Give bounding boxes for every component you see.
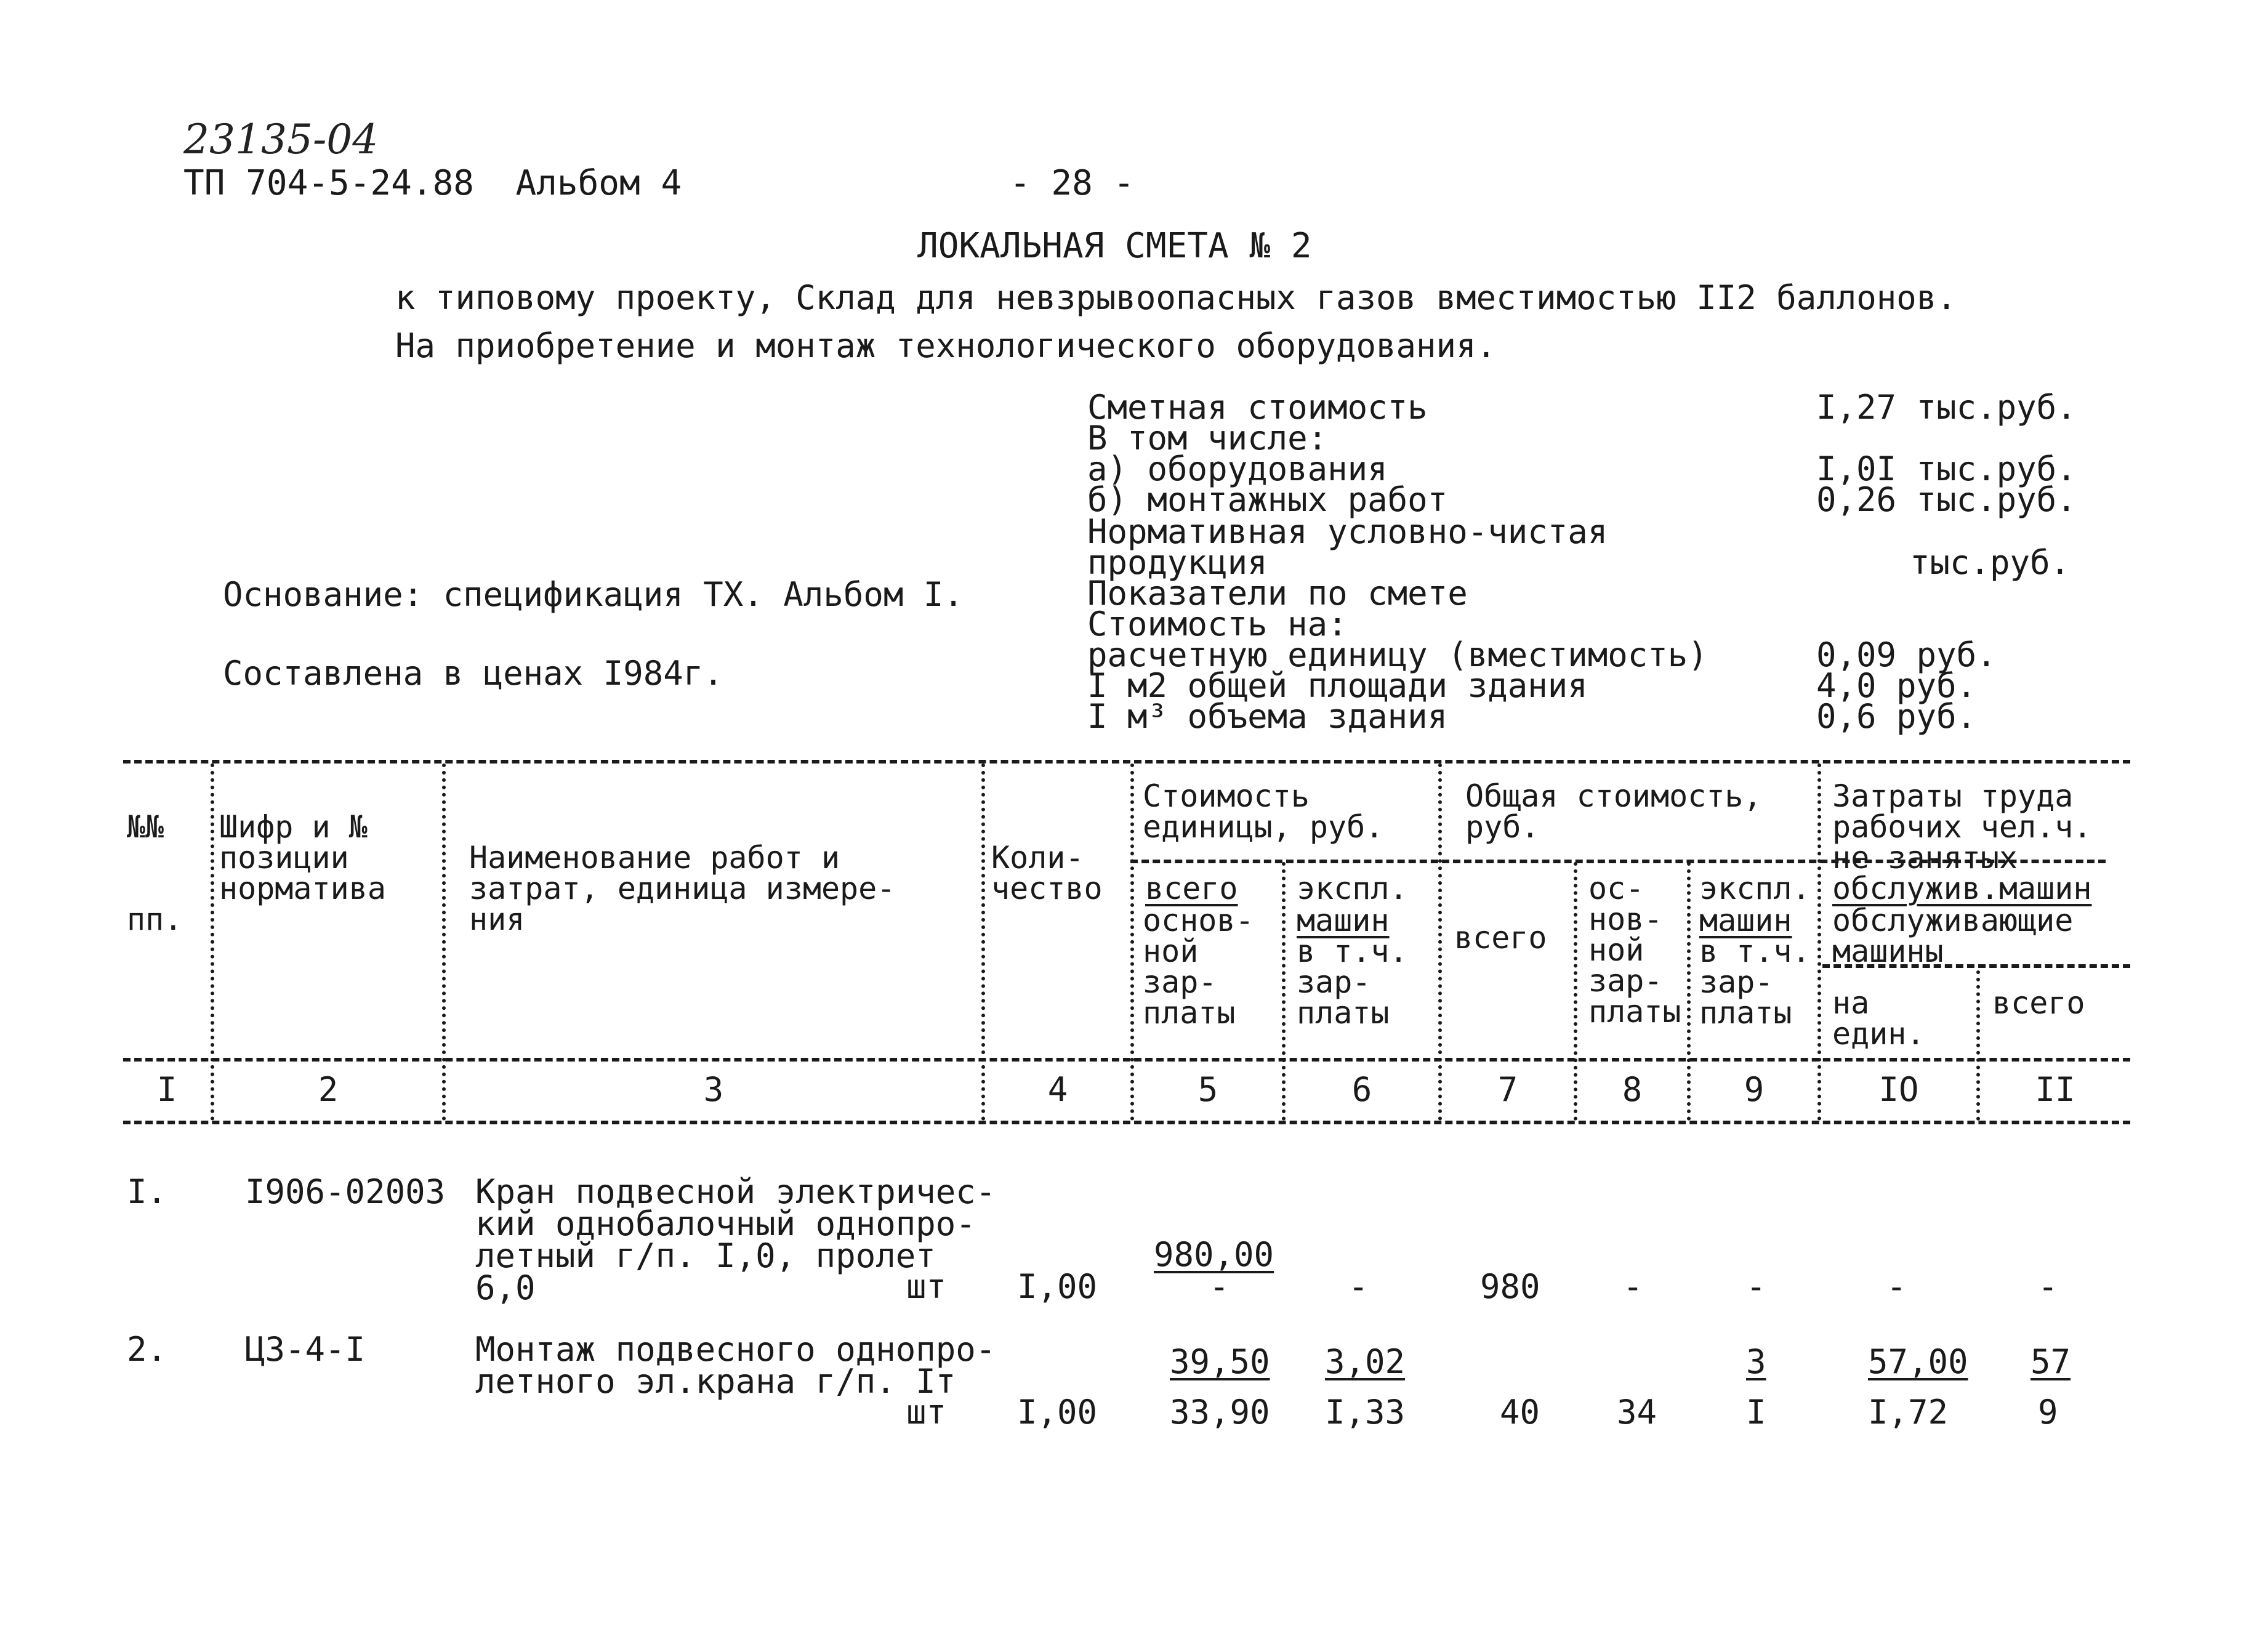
header-col1: №№ пп.	[127, 809, 183, 937]
including-label: В том числе:	[1087, 419, 1328, 457]
row-labor-unit: -	[1886, 1267, 1907, 1306]
row-qty: I,00	[1017, 1267, 1098, 1306]
vsep-6	[1438, 764, 1442, 1121]
row-total-machine-wage: I	[1746, 1393, 1766, 1432]
header-col10: на един.	[1832, 985, 1925, 1052]
row-labor-total-2: 9	[2038, 1393, 2058, 1432]
page-title: ЛОКАЛЬНАЯ СМЕТА № 2	[917, 226, 1312, 266]
row-number: I.	[127, 1172, 167, 1211]
header-col9-mid: машин	[1699, 903, 1792, 938]
per-m2-value: 4,0 руб.	[1816, 666, 1977, 705]
header-col6-rest: в т.ч. зар- платы	[1297, 933, 1408, 1031]
header-col7: всего	[1454, 920, 1547, 956]
installation-label: б) монтажных работ	[1087, 480, 1448, 519]
per-unit-value: 0,09 руб.	[1816, 635, 1997, 674]
header-col6-mid: машин	[1297, 903, 1390, 938]
page-number: - 28 -	[1010, 163, 1135, 203]
row-labor-total: 57	[2031, 1342, 2071, 1381]
row-unit: шт	[906, 1267, 947, 1306]
row-unit-wage: -	[1209, 1267, 1230, 1306]
installation-value: 0,26 тыс.руб.	[1816, 480, 2077, 519]
colnum: 8	[1622, 1070, 1643, 1109]
colnum: I	[156, 1070, 177, 1109]
header-total-cost-group: Общая стоимость, руб.	[1465, 778, 1762, 845]
colnum: IO	[1878, 1070, 1919, 1109]
colnum-bottom-rule	[123, 1121, 2130, 1124]
row-unit-machine-total: 3,02	[1325, 1342, 1406, 1381]
row-number: 2.	[127, 1330, 167, 1369]
vsep-9	[1817, 764, 1821, 1121]
row-unit-machine: -	[1348, 1267, 1369, 1306]
colnum: 9	[1744, 1070, 1765, 1109]
table-top-rule	[123, 760, 2130, 764]
row-qty: I,00	[1017, 1393, 1098, 1432]
row-total-machine: -	[1746, 1267, 1766, 1306]
estimate-cost-value: I,27 тыс.руб.	[1816, 388, 2077, 427]
header-labor-group: Затраты труда рабочих чел.ч. не занятых	[1832, 778, 2092, 876]
row-unit-machine-wage: I,33	[1325, 1393, 1406, 1432]
colnum: 7	[1497, 1070, 1518, 1109]
per-m3-value: 0,6 руб.	[1816, 697, 1977, 736]
prices-text: Составлена в ценах I984г.	[223, 654, 723, 693]
normative-label-2: продукция	[1087, 543, 1268, 582]
header-col2: Шифр и № позиции норматива	[219, 809, 386, 906]
row-name: Кран подвесной электричес- кий однобалочный однопро- летный г/п. I,0, пролет 6,0	[475, 1172, 996, 1307]
header-col5-top: всего	[1145, 871, 1238, 906]
header-bottom-rule	[123, 1058, 2130, 1062]
row-unit: шт	[906, 1393, 947, 1432]
normative-label-1: Нормативная условно-чистая	[1087, 512, 1608, 551]
row-labor-unit: 57,00	[1868, 1342, 1968, 1381]
row-code: ЦЗ-4-I	[245, 1330, 366, 1369]
header-col4: Коли- чество	[991, 840, 1103, 906]
vsep-4	[1130, 764, 1134, 1121]
colnum: 2	[318, 1070, 339, 1109]
per-unit-label: расчетную единицу (вместимость)	[1087, 635, 1708, 674]
header-labor-sub1: обслужив.машин	[1832, 871, 2092, 906]
header-labor-sub2: обслуживающие машины	[1832, 903, 2074, 969]
vsep-3	[981, 764, 985, 1121]
estimate-cost-label: Сметная стоимость	[1087, 388, 1428, 427]
equipment-value: I,0I тыс.руб.	[1816, 449, 2077, 488]
handwritten-doc-number: 23135-04	[183, 116, 379, 163]
header-col8: ос- нов- ной зар- платы	[1588, 871, 1681, 1029]
per-m3-label: I м³ объема здания	[1087, 697, 1448, 736]
header-col9-rest: в т.ч. зар- платы	[1699, 933, 1811, 1031]
colnum: 4	[1047, 1070, 1068, 1109]
basis-text: Основание: спецификация ТХ. Альбом I.	[223, 575, 964, 614]
header-col3: Наименование работ и затрат, единица измере- ния	[469, 840, 896, 937]
row-total: 40	[1500, 1393, 1540, 1432]
colnum: 6	[1351, 1070, 1372, 1109]
row-labor-total: -	[2038, 1267, 2058, 1306]
row-name: Монтаж подвесного однопро- летного эл.крана г/п. Iт	[475, 1330, 996, 1401]
subtitle-line-2: На приобретение и монтаж технологического оборудования.	[395, 326, 1497, 365]
equipment-label: а) оборудования	[1087, 449, 1388, 488]
row-unit-wage: 33,90	[1170, 1393, 1270, 1432]
header-col11: всего	[1992, 985, 2085, 1021]
header-unit-cost-group: Стоимость единицы, руб.	[1143, 778, 1384, 845]
doc-code: ТП 704-5-24.88 Альбом 4	[183, 163, 682, 203]
row-labor-unit-2: I,72	[1868, 1393, 1949, 1432]
vsep-1	[211, 764, 214, 1121]
colnum: 3	[703, 1070, 724, 1109]
subtitle-line-1: к типовому проекту, Склад для невзрывоопасных газов вместимостью II2 баллонов.	[395, 278, 1957, 317]
header-col9-top: экспл.	[1699, 871, 1811, 906]
row-total: 980	[1480, 1267, 1540, 1306]
header-col5-rest: основ- ной зар- платы	[1143, 903, 1254, 1031]
row-unit-total: 980,00	[1154, 1235, 1274, 1274]
row-total-wage: -	[1623, 1267, 1643, 1306]
row-total-wage: 34	[1617, 1393, 1657, 1432]
row-unit-total: 39,50	[1170, 1342, 1270, 1381]
normative-value: тыс.руб.	[1910, 543, 2071, 582]
colnum: 5	[1197, 1070, 1218, 1109]
per-m2-label: I м2 общей площади здания	[1087, 666, 1588, 705]
header-col6-top: экспл.	[1297, 871, 1408, 906]
cost-per-label: Стоимость на:	[1087, 605, 1348, 643]
vsep-2	[442, 764, 446, 1121]
row-total-machine: 3	[1746, 1342, 1766, 1381]
colnum: II	[2035, 1070, 2075, 1109]
row-code: I906-02003	[245, 1172, 446, 1211]
indicators-label: Показатели по смете	[1087, 574, 1468, 613]
